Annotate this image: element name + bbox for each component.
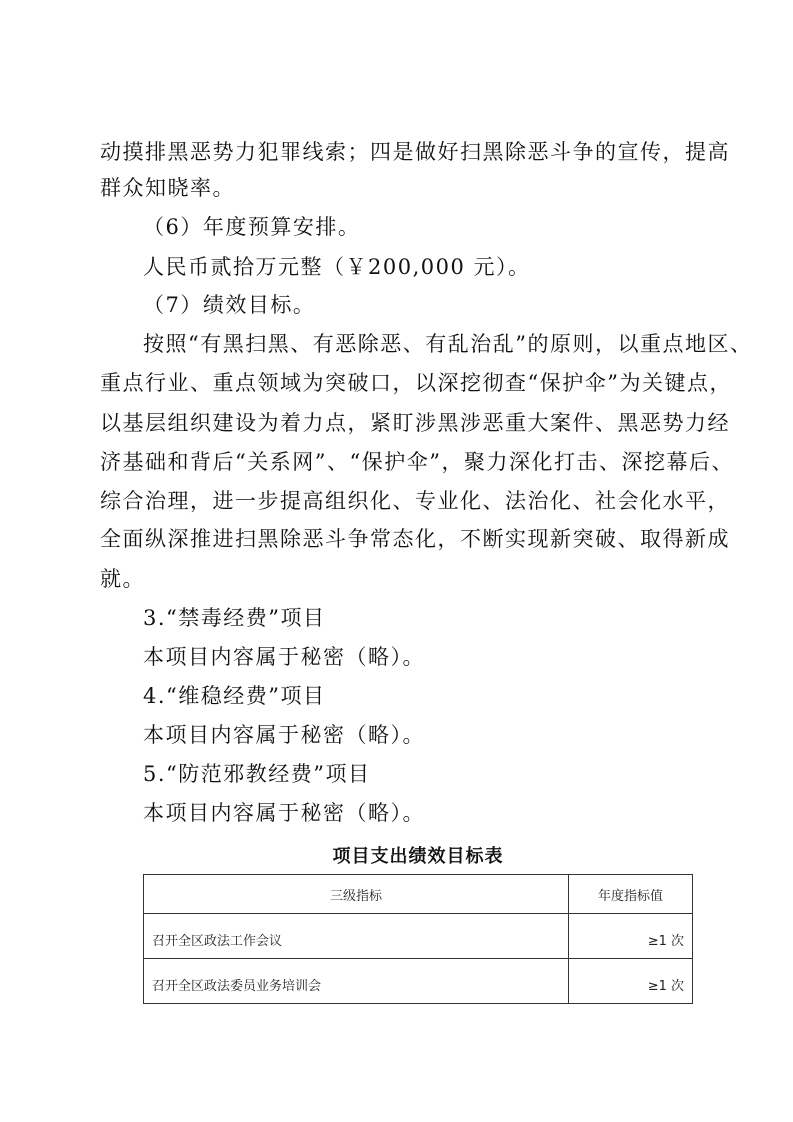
value-cell: ≥1 次 (569, 914, 693, 959)
section-heading: （6）年度预算安排。 (143, 215, 361, 239)
paragraph-line: 济基础和背后“关系网”、“保护伞”，聚力深化打击、深挖幕后、 (100, 450, 734, 474)
paragraph-line: 按照“有黑扫黑、有恶除恶、有乱治乱”的原则，以重点地区、 (143, 332, 753, 356)
section-heading: （7）绩效目标。 (143, 293, 316, 317)
indicator-cell: 召开全区政法工作会议 (144, 914, 569, 959)
indicator-cell: 召开全区政法委员业务培训会 (144, 959, 569, 1004)
project-heading: 4.“维稳经费”项目 (143, 684, 326, 708)
paragraph-line: 人民币贰拾万元整（￥200,000 元）。 (143, 255, 531, 279)
table-header-row (144, 875, 693, 914)
project-heading: 5.“防范邪教经费”项目 (143, 762, 371, 786)
paragraph-line: 本项目内容属于秘密（略）。 (143, 645, 425, 669)
table-row (144, 914, 693, 959)
value-cell: ≥1 次 (569, 959, 693, 1004)
paragraph-line: 全面纵深推进扫黑除恶斗争常态化，不断实现新突破、取得新成 (100, 527, 730, 551)
paragraph-line: 群众知晓率。 (100, 176, 235, 200)
project-heading: 3.“禁毒经费”项目 (143, 606, 326, 630)
paragraph-line: 重点行业、重点领域为突破口，以深挖彻查“保护伞”为关键点， (100, 371, 732, 395)
header-indicator: 三级指标 (144, 875, 569, 914)
performance-target-table (143, 874, 693, 1004)
paragraph-line: 综合治理，进一步提高组织化、专业化、法治化、社会化水平， (100, 489, 730, 513)
table-row (144, 959, 693, 1004)
paragraph-line: 就。 (100, 567, 145, 591)
paragraph-line: 动摸排黑恶势力犯罪线索；四是做好扫黑除恶斗争的宣传，提高 (100, 140, 730, 164)
paragraph-line: 本项目内容属于秘密（略）。 (143, 801, 425, 825)
paragraph-line: 本项目内容属于秘密（略）。 (143, 723, 425, 747)
paragraph-line: 以基层组织建设为着力点，紧盯涉黑涉恶重大案件、黑恶势力经 (100, 411, 730, 435)
header-annual-value: 年度指标值 (569, 875, 693, 914)
table-title: 项目支出绩效目标表 (332, 846, 504, 867)
